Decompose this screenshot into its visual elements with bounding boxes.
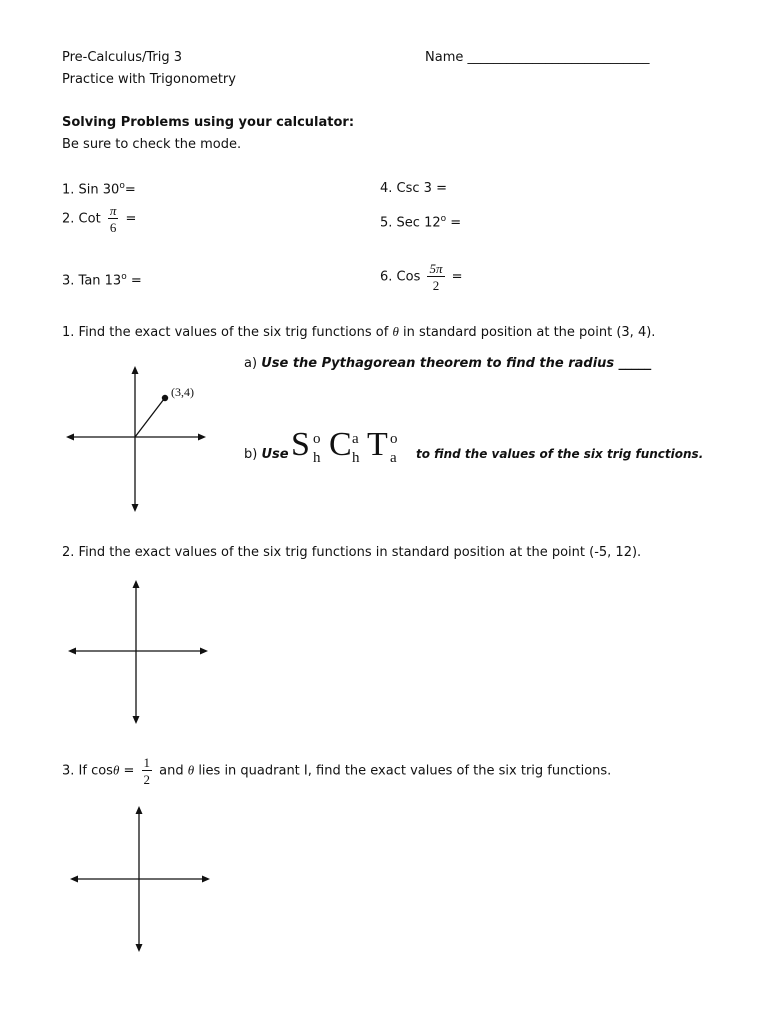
name-field: Name ____________________________ bbox=[425, 50, 650, 65]
sohcahtoa-mnemonic: S o h C a h T o a bbox=[291, 426, 398, 466]
calc-question-2: 2. Cot $\frac{\pi}{6}$ = bbox=[62, 203, 137, 235]
terminal-side bbox=[135, 399, 164, 437]
coordinate-axes-2 bbox=[68, 580, 208, 724]
point-label: (3,4) bbox=[171, 385, 194, 399]
calc-question-5: 5. Sec $12^o$ = bbox=[380, 214, 462, 231]
problem-3-text: 3. If cosθ = $\frac{1}{2}$ and θ lies in quadrant I, find the exact values of the six trig functions. bbox=[62, 755, 612, 787]
point-marker bbox=[162, 395, 168, 401]
problem-2-text: 2. Find the exact values of the six trig functions in standard position at the point (-5, 12). bbox=[62, 545, 642, 560]
problem-1-part-b-label: b) Use bbox=[244, 447, 289, 462]
course-title: Pre-Calculus/Trig 3 bbox=[62, 50, 183, 65]
problem-1-part-b-text: to find the values of the six trig functions. bbox=[416, 447, 704, 461]
mode-note: Be sure to check the mode. bbox=[62, 137, 242, 152]
calc-question-4: 4. Csc 3 = bbox=[380, 181, 447, 196]
calc-question-3: 3. Tan $13^o$ = bbox=[62, 272, 142, 289]
section-heading: Solving Problems using your calculator: bbox=[62, 115, 355, 130]
coordinate-axes-3 bbox=[70, 806, 210, 952]
calc-question-6: 6. Cos $\frac{5\pi}{2}$ = bbox=[380, 261, 463, 293]
problem-1-part-a: a) Use the Pythagorean theorem to find the radius _____ bbox=[244, 356, 652, 371]
fraction: $\frac{1}{2}$ bbox=[143, 755, 151, 787]
calc-question-1: 1. Sin $30^o=$ bbox=[62, 181, 136, 198]
fraction: $\frac{\pi}{6}$ bbox=[109, 203, 117, 235]
worksheet-title: Practice with Trigonometry bbox=[62, 72, 236, 87]
fraction: $\frac{5\pi}{2}$ bbox=[429, 261, 443, 293]
problem-1-text: 1. Find the exact values of the six trig functions of θ in standard position at the point (3, 4). bbox=[62, 324, 656, 340]
